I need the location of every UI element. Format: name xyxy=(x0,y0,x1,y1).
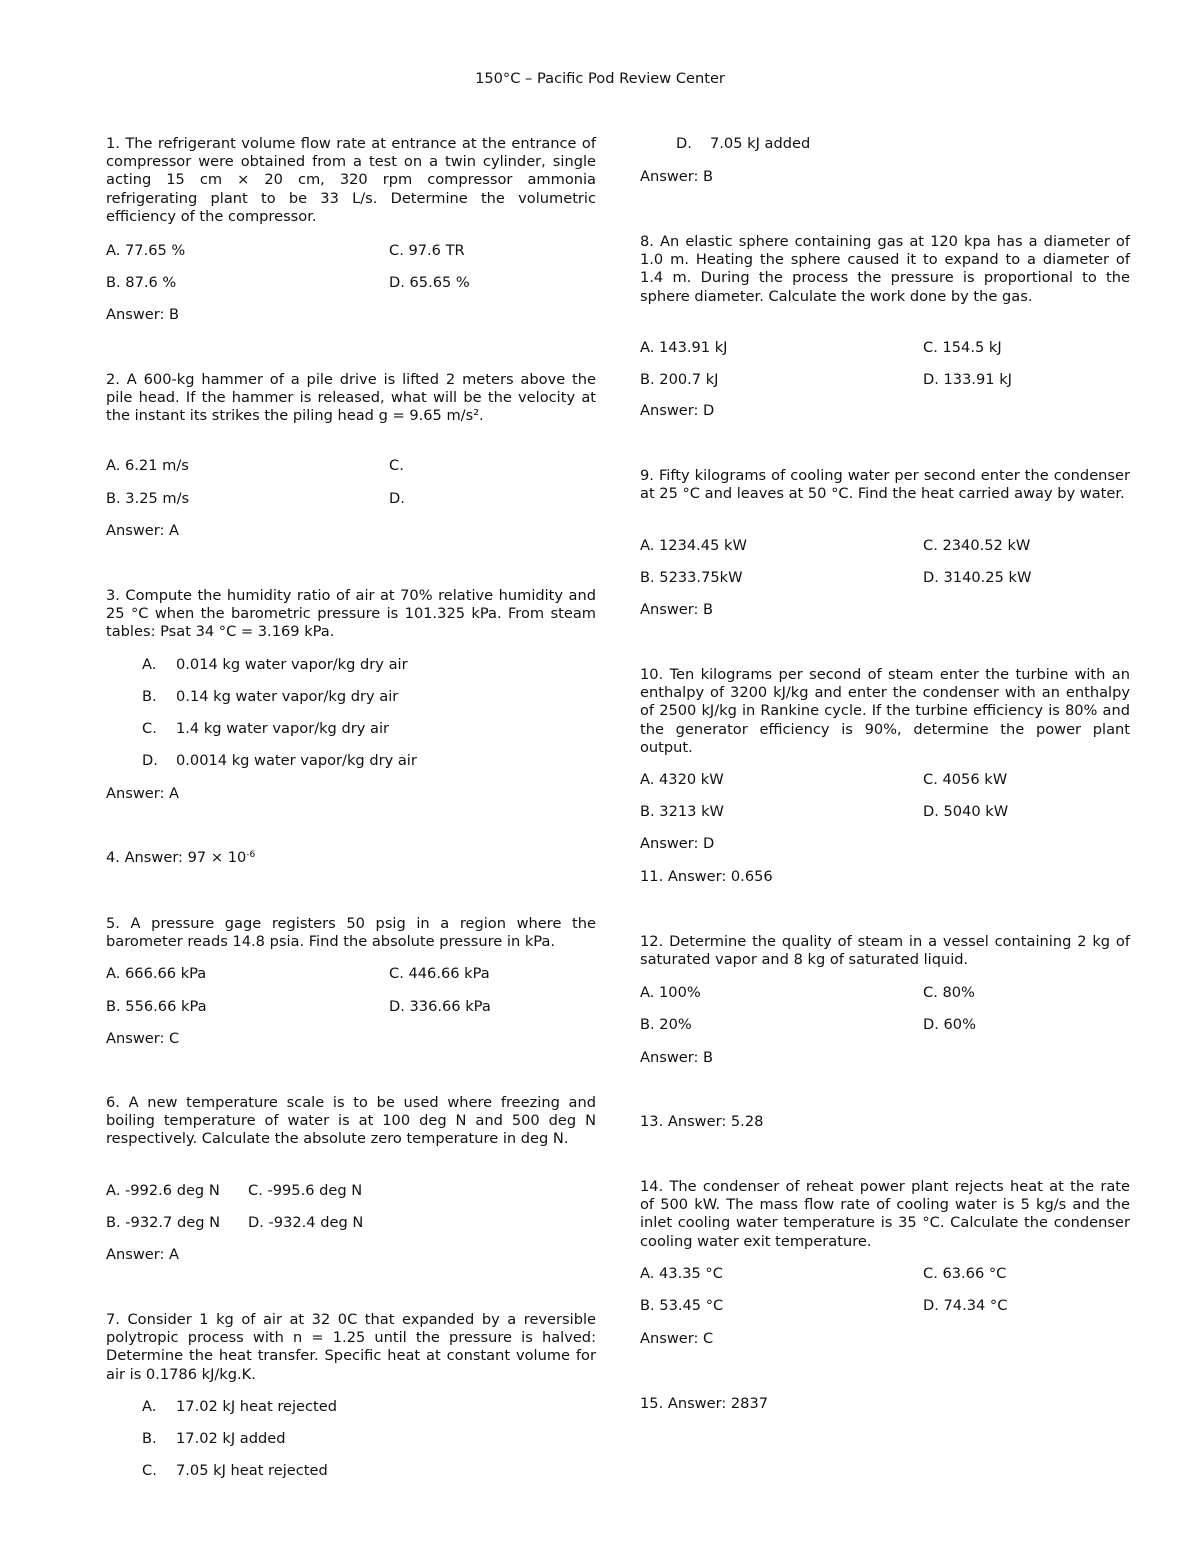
q2-answer: Answer: A xyxy=(106,522,180,539)
page-header: 150°C – Pacific Pod Review Center xyxy=(475,70,725,87)
q8-option-b: B. 200.7 kJ xyxy=(640,371,719,388)
q5-option-b: B. 556.66 kPa xyxy=(106,998,207,1015)
q12-option-d: D. 60% xyxy=(923,1016,976,1033)
q6-option-d: D. -932.4 deg N xyxy=(248,1214,364,1231)
q9-option-c: C. 2340.52 kW xyxy=(923,537,1031,554)
q4-answer-exponent: -6 xyxy=(246,850,256,860)
q8-option-d: D. 133.91 kJ xyxy=(923,371,1012,388)
q14-option-b: B. 53.45 °C xyxy=(640,1297,724,1314)
q6-option-b: B. -932.7 deg N xyxy=(106,1214,221,1231)
q7-option-a-letter: A. xyxy=(142,1398,157,1415)
q2-option-b: B. 3.25 m/s xyxy=(106,490,190,507)
q6-answer: Answer: A xyxy=(106,1246,180,1263)
q3-option-c: 1.4 kg water vapor/kg dry air xyxy=(176,720,389,737)
q7-option-b-letter: B. xyxy=(142,1430,157,1447)
q11-answer: 11. Answer: 0.656 xyxy=(640,868,773,885)
q5-option-d: D. 336.66 kPa xyxy=(389,998,491,1015)
q7-option-a: 17.02 kJ heat rejected xyxy=(176,1398,338,1415)
q1-option-b: B. 87.6 % xyxy=(106,274,177,291)
q12-option-a: A. 100% xyxy=(640,984,701,1001)
question-5-text: 5. A pressure gage registers 50 psig in a region where the barometer reads 14.8 psia. Find the absolute pressure in kPa. xyxy=(106,915,596,951)
q7-option-b: 17.02 kJ added xyxy=(176,1430,286,1447)
q5-answer: Answer: C xyxy=(106,1030,180,1047)
q7-option-c-letter: C. xyxy=(142,1462,157,1479)
q12-option-b: B. 20% xyxy=(640,1016,692,1033)
q7-option-d: 7.05 kJ added xyxy=(710,135,811,152)
q9-option-d: D. 3140.25 kW xyxy=(923,569,1032,586)
q10-option-c: C. 4056 kW xyxy=(923,771,1008,788)
q3-option-a-letter: A. xyxy=(142,656,157,673)
q3-option-c-letter: C. xyxy=(142,720,157,737)
q10-answer: Answer: D xyxy=(640,835,715,852)
q8-option-c: C. 154.5 kJ xyxy=(923,339,1002,356)
q2-option-a: A. 6.21 m/s xyxy=(106,457,189,474)
q4-answer xyxy=(106,849,255,867)
q3-option-b-letter: B. xyxy=(142,688,157,705)
question-2-text: 2. A 600-kg hammer of a pile drive is lifted 2 meters above the pile head. If the hammer is released, what will be the velocity at the instant its strikes the piling head g = 9.65 m/s². xyxy=(106,371,596,425)
q8-answer: Answer: D xyxy=(640,402,715,419)
question-1-text: 1. The refrigerant volume flow rate at entrance at the entrance of compressor were obtained from a test on a twin cylinder, single acting 15 cm × 20 cm, 320 rpm compressor ammonia refrigerating plant to be 33 L/s. Determine the volumetric efficiency of the compressor. xyxy=(106,135,596,225)
q6-option-a: A. -992.6 deg N xyxy=(106,1182,220,1199)
q9-option-b: B. 5233.75kW xyxy=(640,569,743,586)
question-9-text: 9. Fifty kilograms of cooling water per second enter the condenser at 25 °C and leaves at 50 °C. Find the heat carried away by water. xyxy=(640,467,1130,503)
q1-answer: Answer: B xyxy=(106,306,180,323)
q3-option-d-letter: D. xyxy=(142,752,158,769)
q12-option-c: C. 80% xyxy=(923,984,975,1001)
q7-option-c: 7.05 kJ heat rejected xyxy=(176,1462,328,1479)
q5-option-a: A. 666.66 kPa xyxy=(106,965,207,982)
q15-answer: 15. Answer: 2837 xyxy=(640,1395,769,1412)
q14-answer: Answer: C xyxy=(640,1330,714,1347)
q1-option-d: D. 65.65 % xyxy=(389,274,470,291)
question-14-text: 14. The condenser of reheat power plant rejects heat at the rate of 500 kW. The mass flow rate of cooling water is 5 kg/s and the inlet cooling water temperature is 35 °C. Calculate the condenser cooling water exit temperature. xyxy=(640,1178,1130,1250)
q13-answer: 13. Answer: 5.28 xyxy=(640,1113,764,1130)
question-6-text: 6. A new temperature scale is to be used where freezing and boiling temperature of water is at 100 deg N and 500 deg N respectively. Calculate the absolute zero temperature in deg N. xyxy=(106,1094,596,1148)
q9-option-a: A. 1234.45 kW xyxy=(640,537,747,554)
q2-option-c: C. xyxy=(389,457,404,474)
question-10-text: 10. Ten kilograms per second of steam enter the turbine with an enthalpy of 3200 kJ/kg and enter the condenser with an enthalpy of 2500 kJ/kg in Rankine cycle. If the turbine efficiency is 80% and the generator efficiency is 90%, determine the power plant output. xyxy=(640,666,1130,756)
q1-option-a: A. 77.65 % xyxy=(106,242,186,259)
q7-option-d-letter: D. xyxy=(676,135,692,152)
q1-option-c: C. 97.6 TR xyxy=(389,242,465,259)
q14-option-c: C. 63.66 °C xyxy=(923,1265,1007,1282)
q10-option-a: A. 4320 kW xyxy=(640,771,724,788)
q8-option-a: A. 143.91 kJ xyxy=(640,339,728,356)
q10-option-d: D. 5040 kW xyxy=(923,803,1009,820)
q9-answer: Answer: B xyxy=(640,601,714,618)
q7-answer: Answer: B xyxy=(640,168,714,185)
question-8-text: 8. An elastic sphere containing gas at 120 kpa has a diameter of 1.0 m. Heating the sphere caused it to expand to a diameter of 1.4 m. During the process the pressure is proportional to the sphere diameter. Calculate the work done by the gas. xyxy=(640,233,1130,305)
q3-option-d: 0.0014 kg water vapor/kg dry air xyxy=(176,752,417,769)
q4-answer-base: 4. Answer: 97 × 10 xyxy=(106,849,247,866)
q14-option-d: D. 74.34 °C xyxy=(923,1297,1008,1314)
q2-option-d: D. xyxy=(389,490,405,507)
question-12-text: 12. Determine the quality of steam in a vessel containing 2 kg of saturated vapor and 8 kg of saturated liquid. xyxy=(640,933,1130,969)
q12-answer: Answer: B xyxy=(640,1049,714,1066)
q10-option-b: B. 3213 kW xyxy=(640,803,724,820)
q6-option-c: C. -995.6 deg N xyxy=(248,1182,363,1199)
q14-option-a: A. 43.35 °C xyxy=(640,1265,723,1282)
question-3-text: 3. Compute the humidity ratio of air at 70% relative humidity and 25 °C when the barometric pressure is 101.325 kPa. From steam tables: Psat 34 °C = 3.169 kPa. xyxy=(106,587,596,641)
q5-option-c: C. 446.66 kPa xyxy=(389,965,490,982)
question-7-text: 7. Consider 1 kg of air at 32 0C that expanded by a reversible polytropic process with n = 1.25 until the pressure is halved: Determine the heat transfer. Specific heat at constant volume for air is 0.1786 kJ/kg.K. xyxy=(106,1311,596,1383)
q3-option-b: 0.14 kg water vapor/kg dry air xyxy=(176,688,399,705)
q3-option-a: 0.014 kg water vapor/kg dry air xyxy=(176,656,408,673)
q3-answer: Answer: A xyxy=(106,785,180,802)
